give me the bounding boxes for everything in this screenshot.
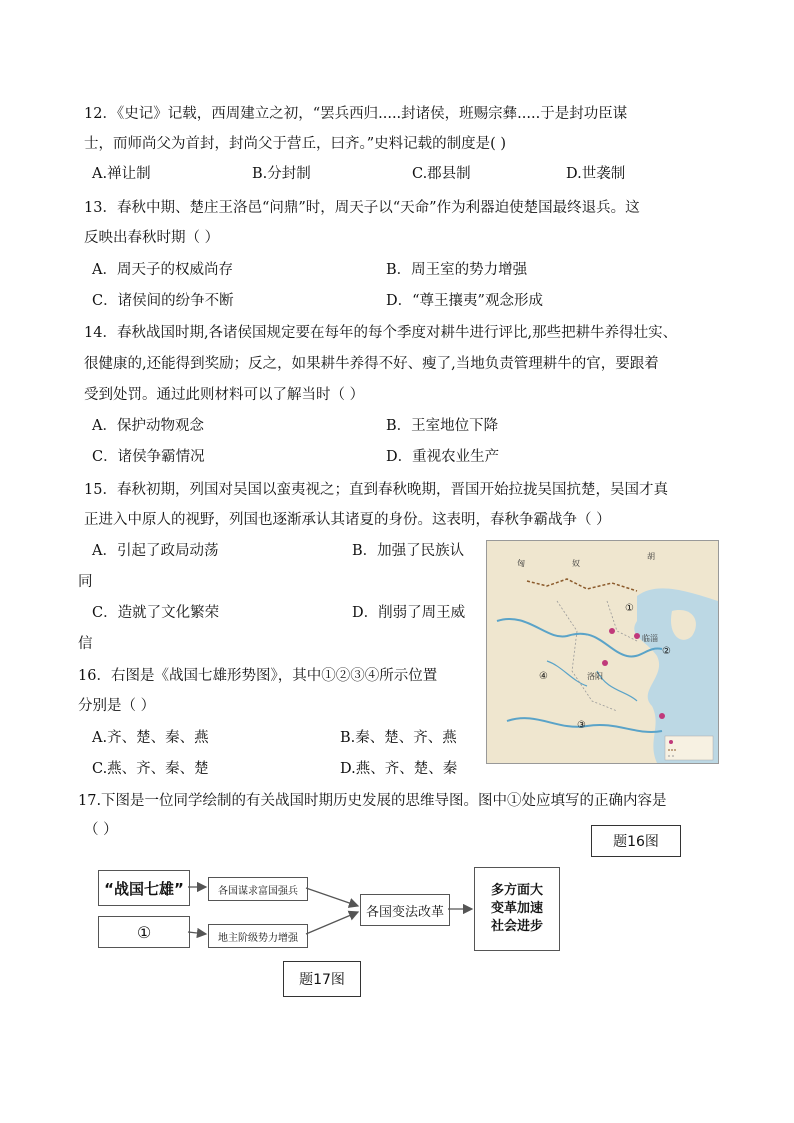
q14-option-c[interactable]: C．诸侯争霸情况 bbox=[92, 449, 205, 465]
q12-line2: 士，而师尚父为首封，封尚父于营丘，曰齐。”史料记载的制度是( ) bbox=[84, 136, 507, 152]
arrow-blank-to-landlord bbox=[188, 932, 206, 934]
figure17-caption: 题17图 bbox=[283, 961, 361, 997]
q14-line2: 很健康的,还能得到奖励；反之，如果耕牛养得不好、瘦了,当地负责管理耕牛的官，要跟着 bbox=[84, 356, 659, 372]
q13-line2: 反映出春秋时期（ ） bbox=[84, 230, 220, 246]
mindmap-progress-line2: 变革加速 bbox=[490, 901, 543, 916]
mindmap-progress-line1: 多方面大 bbox=[490, 883, 543, 898]
q13-option-d[interactable]: D．“尊王攘夷”观念形成 bbox=[386, 293, 543, 309]
q12-option-c[interactable]: C.郡县制 bbox=[412, 166, 471, 182]
q14-option-b[interactable]: B．王室地位下降 bbox=[386, 418, 499, 434]
q14-option-a[interactable]: A．保护动物观念 bbox=[92, 418, 204, 434]
q13-option-c[interactable]: C．诸侯间的纷争不断 bbox=[92, 293, 234, 309]
q16-option-d[interactable]: D.燕、齐、楚、秦 bbox=[340, 761, 458, 777]
map-label-xiong: 匈 bbox=[517, 559, 525, 568]
q16-line1: 16．右图是《战国七雄形势图》，其中①②③④所示位置 bbox=[78, 668, 438, 684]
map-marker-2: ② bbox=[662, 646, 671, 657]
q12-line1: 12．《史记》记载，西周建立之初，“罢兵西归.....封诸侯，班赐宗彝.....于是封功臣谋 bbox=[84, 106, 628, 122]
map-marker-1: ① bbox=[625, 603, 634, 614]
q14-option-d[interactable]: D．重视农业生产 bbox=[386, 449, 500, 465]
q17-line1: 17.下图是一位同学绘制的有关战国时期历史发展的思维导图。图中①处应填写的正确内容是 bbox=[78, 793, 667, 809]
q14-line1: 14．春秋战国时期,各诸侯国规定要在每年的每个季度对耕牛进行评比,那些把耕牛养得壮实、 bbox=[84, 325, 678, 341]
q12-option-b[interactable]: B.分封制 bbox=[252, 166, 311, 182]
q15-line1: 15．春秋初期，列国对吴国以蛮夷视之；直到春秋晚期，晋国开始拉拢吴国抗楚，吴国才真 bbox=[84, 482, 668, 498]
map-label-nu: 奴 bbox=[572, 559, 580, 568]
mindmap-box-blank-1: ① bbox=[98, 916, 190, 948]
q16-line2: 分别是（ ） bbox=[78, 698, 156, 714]
q17-line2: （ ） bbox=[84, 822, 118, 838]
q15-option-c[interactable]: C．造就了文化繁荣 bbox=[92, 605, 220, 621]
mindmap-box-reform: 各国变法改革 bbox=[360, 894, 450, 926]
map-marker-4: ④ bbox=[539, 671, 548, 682]
q15-line2: 正进入中原人的视野，列国也逐渐承认其诸夏的身份。这表明，春秋争霸战争（ ） bbox=[84, 512, 611, 528]
q12-option-d[interactable]: D.世袭制 bbox=[566, 166, 626, 182]
q14-line3: 受到处罚。通过此则材料可以了解当时（ ） bbox=[84, 387, 365, 403]
q15-option-b-wrap: 同 bbox=[78, 574, 93, 590]
q13-line1: 13．春秋中期、楚庄王洛邑“问鼎”时，周天子以“天命”作为利器迫使楚国最终退兵。这 bbox=[84, 200, 640, 216]
q16-option-b[interactable]: B.秦、楚、齐、燕 bbox=[340, 730, 457, 746]
figure16-caption: 题16图 bbox=[591, 825, 681, 857]
q13-option-b[interactable]: B．周王室的势力增强 bbox=[386, 262, 528, 278]
q15-option-d[interactable]: D．削弱了周王威 bbox=[352, 605, 466, 621]
q13-option-a[interactable]: A．周天子的权威尚存 bbox=[92, 262, 233, 278]
mindmap-box-landlord: 地主阶级势力增强 bbox=[208, 924, 308, 948]
mindmap-box-seven-states: “战国七雄” bbox=[98, 870, 190, 906]
map-label-linzi: 临淄 bbox=[642, 634, 658, 643]
q15-option-a[interactable]: A．引起了政局动荡 bbox=[92, 543, 219, 559]
q16-option-a[interactable]: A.齐、楚、秦、燕 bbox=[92, 730, 209, 746]
arrow-wealth-to-reform bbox=[306, 888, 358, 906]
mindmap-box-wealth: 各国谋求富国强兵 bbox=[208, 877, 308, 901]
map-label-luoyang: 洛阳 bbox=[587, 672, 603, 681]
map-label-hu: 胡 bbox=[647, 552, 655, 561]
q16-option-c[interactable]: C.燕、齐、秦、楚 bbox=[92, 761, 209, 777]
q15-option-b[interactable]: B．加强了民族认 bbox=[352, 543, 465, 559]
mindmap-progress-line3: 社会进步 bbox=[490, 919, 543, 934]
q12-option-a[interactable]: A.禅让制 bbox=[92, 166, 151, 182]
q15-option-d-wrap: 信 bbox=[78, 636, 93, 652]
map-marker-3: ③ bbox=[577, 720, 586, 731]
arrow-landlord-to-reform bbox=[306, 912, 358, 934]
